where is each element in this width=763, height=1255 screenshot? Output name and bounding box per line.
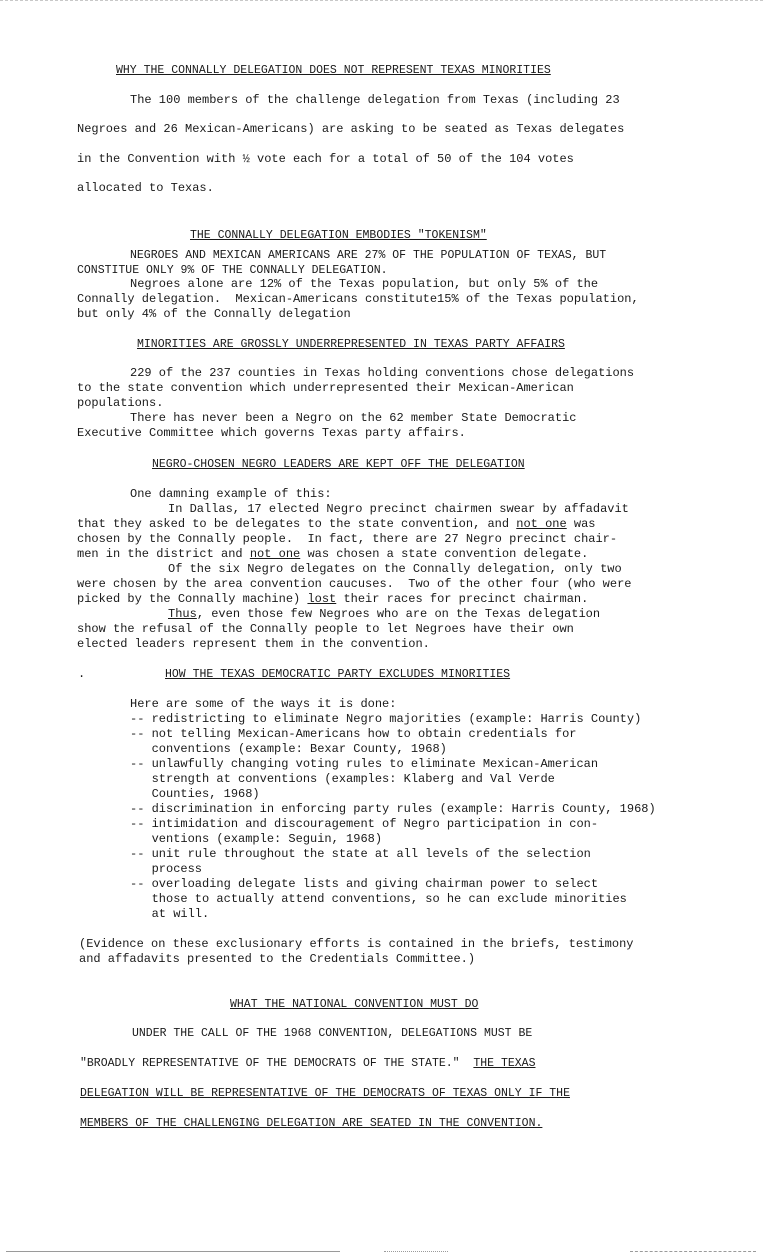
heading-convention-must-do: WHAT THE NATIONAL CONVENTION MUST DO	[230, 998, 479, 1011]
list-item: at will.	[130, 907, 210, 921]
heading-underrepresented: MINORITIES ARE GROSSLY UNDERREPRESENTED IN TEXAS PARTY AFFAIRS	[137, 338, 565, 351]
list-item: -- overloading delegate lists and giving chairman power to select	[130, 877, 599, 891]
paragraph-line: MEMBERS OF THE CHALLENGING DELEGATION ARE SEATED IN THE CONVENTION.	[80, 1117, 543, 1130]
list-item: -- unlawfully changing voting rules to eliminate Mexican-American	[130, 757, 599, 771]
top-scan-edge	[0, 0, 763, 1]
paragraph-line: In Dallas, 17 elected Negro precinct chairmen swear by affadavit	[168, 502, 629, 516]
list-item: -- intimidation and discouragement of Negro participation in con-	[130, 817, 599, 831]
text-run: that they asked to be delegates to the state convention, and	[77, 517, 517, 531]
list-item: -- not telling Mexican-Americans how to obtain credentials for	[130, 727, 577, 741]
paragraph-line: Of the six Negro delegates on the Connally delegation, only two	[168, 562, 622, 576]
list-item: conventions (example: Bexar County, 1968)	[130, 742, 447, 756]
paragraph-line: 229 of the 237 counties in Texas holding conventions chose delegations	[130, 366, 635, 380]
paragraph-line: Negroes and 26 Mexican-Americans) are asking to be seated as Texas delegates	[77, 122, 625, 136]
heading-tokenism: THE CONNALLY DELEGATION EMBODIES "TOKENISM"	[190, 229, 487, 242]
paragraph-line: Negroes alone are 12% of the Texas population, but only 5% of the	[130, 277, 599, 291]
text-run: , even those few Negroes who are on the Texas delegation	[196, 607, 601, 621]
paragraph-line: chosen by the Connally people. In fact, there are 27 Negro precinct chair-	[77, 532, 618, 546]
list-item: those to actually attend conventions, so he can exclude minorities	[130, 892, 627, 906]
list-intro: Here are some of the ways it is done:	[130, 697, 397, 711]
emphasis-lost: lost	[307, 592, 337, 606]
paragraph-line: populations.	[77, 396, 164, 410]
paragraph-line: Connally delegation. Mexican-Americans constitute15% of the Texas population,	[77, 292, 639, 306]
list-item: -- redistricting to eliminate Negro majorities (example: Harris County)	[130, 712, 642, 726]
paragraph-line	[77, 517, 596, 532]
paragraph-line: show the refusal of the Connally people to let Negroes have their own	[77, 622, 574, 636]
heading-party-excludes: HOW THE TEXAS DEMOCRATIC PARTY EXCLUDES MINORITIES	[165, 668, 511, 681]
list-item: ventions (example: Seguin, 1968)	[130, 832, 383, 846]
list-item: -- unit rule throughout the state at all levels of the selection	[130, 847, 591, 861]
paragraph-line	[168, 607, 600, 622]
list-item: Counties, 1968)	[130, 787, 260, 801]
heading-negro-leaders-kept-off: NEGRO-CHOSEN NEGRO LEADERS ARE KEPT OFF THE DELEGATION	[152, 458, 525, 471]
paragraph-line: in the Convention with ½ vote each for a total of 50 of the 104 votes	[77, 152, 574, 166]
bottom-scan-edge	[384, 1251, 448, 1252]
list-item: process	[130, 862, 203, 876]
paragraph-line: UNDER THE CALL OF THE 1968 CONVENTION, DELEGATIONS MUST BE	[132, 1027, 533, 1040]
paragraph-line: but only 4% of the Connally delegation	[77, 307, 351, 321]
paragraph-line	[80, 1056, 536, 1071]
text-run: picked by the Connally machine)	[77, 592, 308, 606]
paragraph-line: NEGROES AND MEXICAN AMERICANS ARE 27% OF THE POPULATION OF TEXAS, BUT	[130, 249, 607, 262]
paragraph-line: allocated to Texas.	[77, 181, 214, 195]
paragraph-line: The 100 members of the challenge delegation from Texas (including 23	[130, 93, 620, 107]
paragraph-line: elected leaders represent them in the convention.	[77, 637, 430, 651]
emphasis-the-texas: THE TEXAS	[473, 1057, 536, 1070]
paragraph-line: DELEGATION WILL BE REPRESENTATIVE OF THE DEMOCRATS OF TEXAS ONLY IF THE	[80, 1087, 570, 1100]
emphasis-thus: Thus	[168, 607, 197, 621]
evidence-note: and affadavits presented to the Credentials Committee.)	[79, 952, 476, 966]
paragraph-line: CONSTITUE ONLY 9% OF THE CONNALLY DELEGATION.	[77, 264, 388, 277]
list-item: -- discrimination in enforcing party rules (example: Harris County, 1968)	[130, 802, 656, 816]
paragraph-line	[77, 547, 588, 562]
list-item: strength at conventions (examples: Klaberg and Val Verde	[130, 772, 555, 786]
emphasis-not-one: not one	[516, 517, 567, 531]
bottom-scan-edge	[630, 1251, 756, 1252]
text-run: men in the district and	[77, 547, 250, 561]
paragraph-line: were chosen by the area convention caucuses. Two of the other four (who were	[77, 577, 632, 591]
stray-mark: .	[78, 667, 86, 681]
paragraph-line	[77, 592, 588, 607]
bottom-scan-edge	[6, 1251, 340, 1252]
paragraph-line: Executive Committee which governs Texas party affairs.	[77, 426, 466, 440]
evidence-note: (Evidence on these exclusionary efforts is contained in the briefs, testimony	[79, 937, 634, 951]
emphasis-not-one: not one	[249, 547, 301, 561]
text-run: was chosen a state convention delegate.	[300, 547, 589, 561]
text-run: "BROADLY REPRESENTATIVE OF THE DEMOCRATS OF THE STATE."	[80, 1057, 474, 1070]
heading-why-not-represent: WHY THE CONNALLY DELEGATION DOES NOT REPRESENT TEXAS MINORITIES	[116, 64, 551, 77]
paragraph-line: There has never been a Negro on the 62 member State Democratic	[130, 411, 577, 425]
text-run: was	[566, 517, 596, 531]
paragraph-line: to the state convention which underrepresented their Mexican-American	[77, 381, 574, 395]
text-run: their races for precinct chairman.	[336, 592, 589, 606]
paragraph-line: One damning example of this:	[130, 487, 332, 501]
